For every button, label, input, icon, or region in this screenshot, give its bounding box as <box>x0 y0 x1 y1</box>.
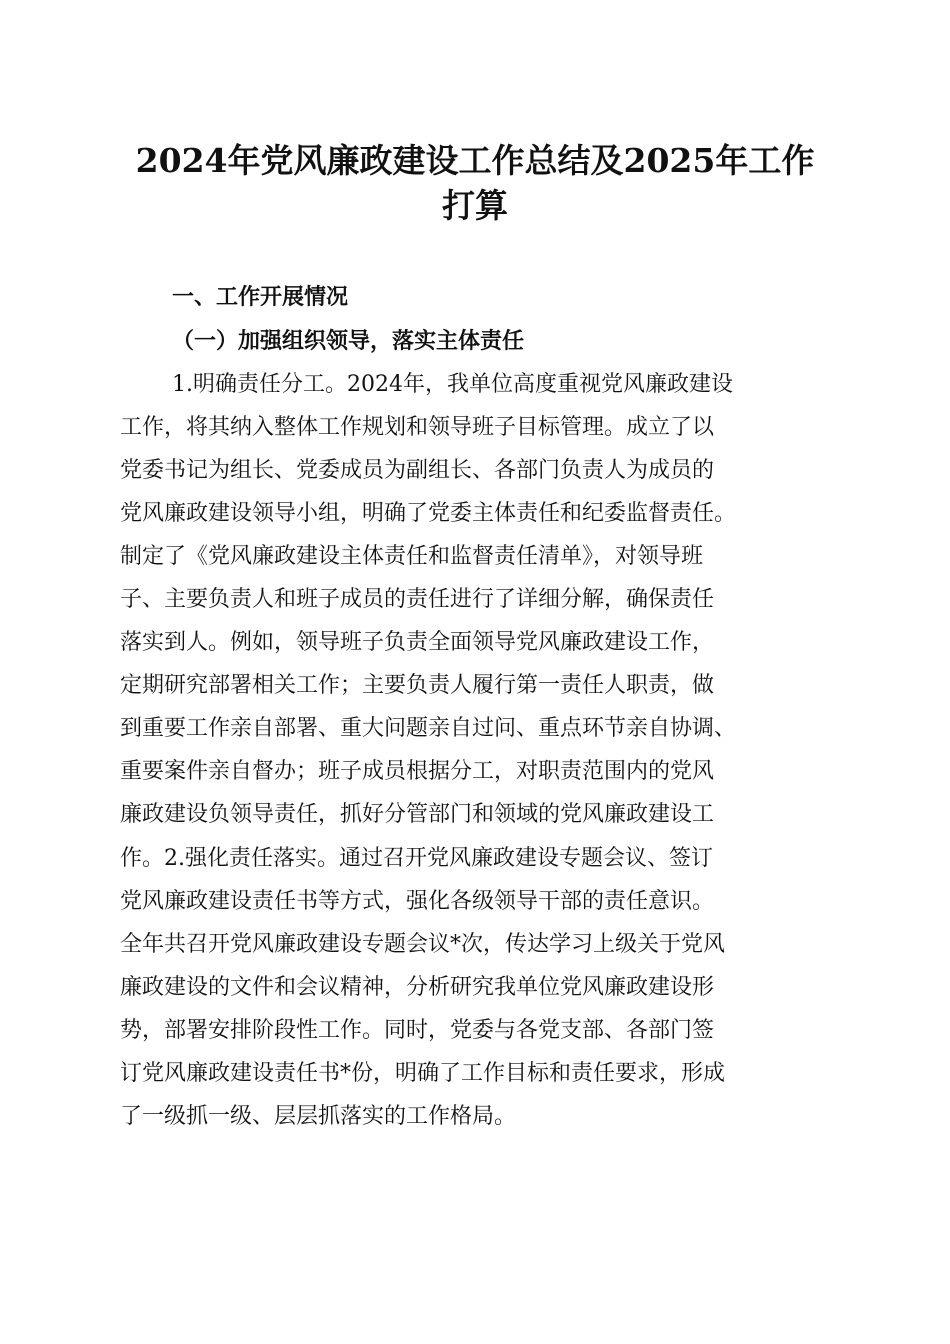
paragraph-line: 工作，将其纳入整体工作规划和领导班子目标管理。成立了以 <box>120 415 715 441</box>
document-title <box>100 138 850 228</box>
subsection-heading: （一）加强组织领导，落实主体责任 <box>172 329 525 354</box>
paragraph-line: 订党风廉政建设责任书*份，明确了工作目标和责任要求，形成 <box>120 1060 726 1086</box>
paragraph-line: 落实到人。例如，领导班子负责全面领导党风廉政建设工作， <box>120 630 715 656</box>
paragraph-line: 作。2.强化责任落实。通过召开党风廉政建设专题会议、签订 <box>120 845 713 871</box>
paragraph-line: 全年共召开党风廉政建设专题会议*次，传达学习上级关于党风 <box>120 931 726 957</box>
paragraph-line: 子、主要负责人和班子成员的责任进行了详细分解，确保责任 <box>120 587 715 613</box>
paragraph-line: 制定了《党风廉政建设主体责任和监督责任清单》，对领导班 <box>120 544 704 570</box>
paragraph-line: 1.明确责任分工。2024年，我单位高度重视党风廉政建设 <box>172 372 733 397</box>
paragraph-line: 了一级抓一级、层层抓落实的工作格局。 <box>120 1103 517 1129</box>
paragraph-line: 势，部署安排阶段性工作。同时，党委与各党支部、各部门签 <box>120 1017 715 1043</box>
paragraph-line: 廉政建设的文件和会议精神，分析研究我单位党风廉政建设形 <box>120 974 715 1000</box>
paragraph-line: 党风廉政建设责任书等方式，强化各级领导干部的责任意识。 <box>120 888 715 914</box>
document-title-line: 打算 <box>442 186 508 225</box>
paragraph-line: 党委书记为组长、党委成员为副组长、各部门负责人为成员的 <box>120 458 715 484</box>
section-heading: 一、工作开展情况 <box>172 285 349 310</box>
paragraph-line: 重要案件亲自督办；班子成员根据分工，对职责范围内的党风 <box>120 759 715 785</box>
paragraph-line: 到重要工作亲自部署、重大问题亲自过问、重点环节亲自协调、 <box>120 716 737 742</box>
paragraph-line: 廉政建设负领导责任，抓好分管部门和领域的党风廉政建设工 <box>120 802 715 828</box>
paragraph-line: 党风廉政建设领导小组，明确了党委主体责任和纪委监督责任。 <box>120 501 737 527</box>
body-paragraph <box>120 370 840 1145</box>
document-title-line: 2024年党风廉政建设工作总结及2025年工作 <box>135 141 815 180</box>
paragraph-line: 定期研究部署相关工作；主要负责人履行第一责任人职责，做 <box>120 673 715 699</box>
